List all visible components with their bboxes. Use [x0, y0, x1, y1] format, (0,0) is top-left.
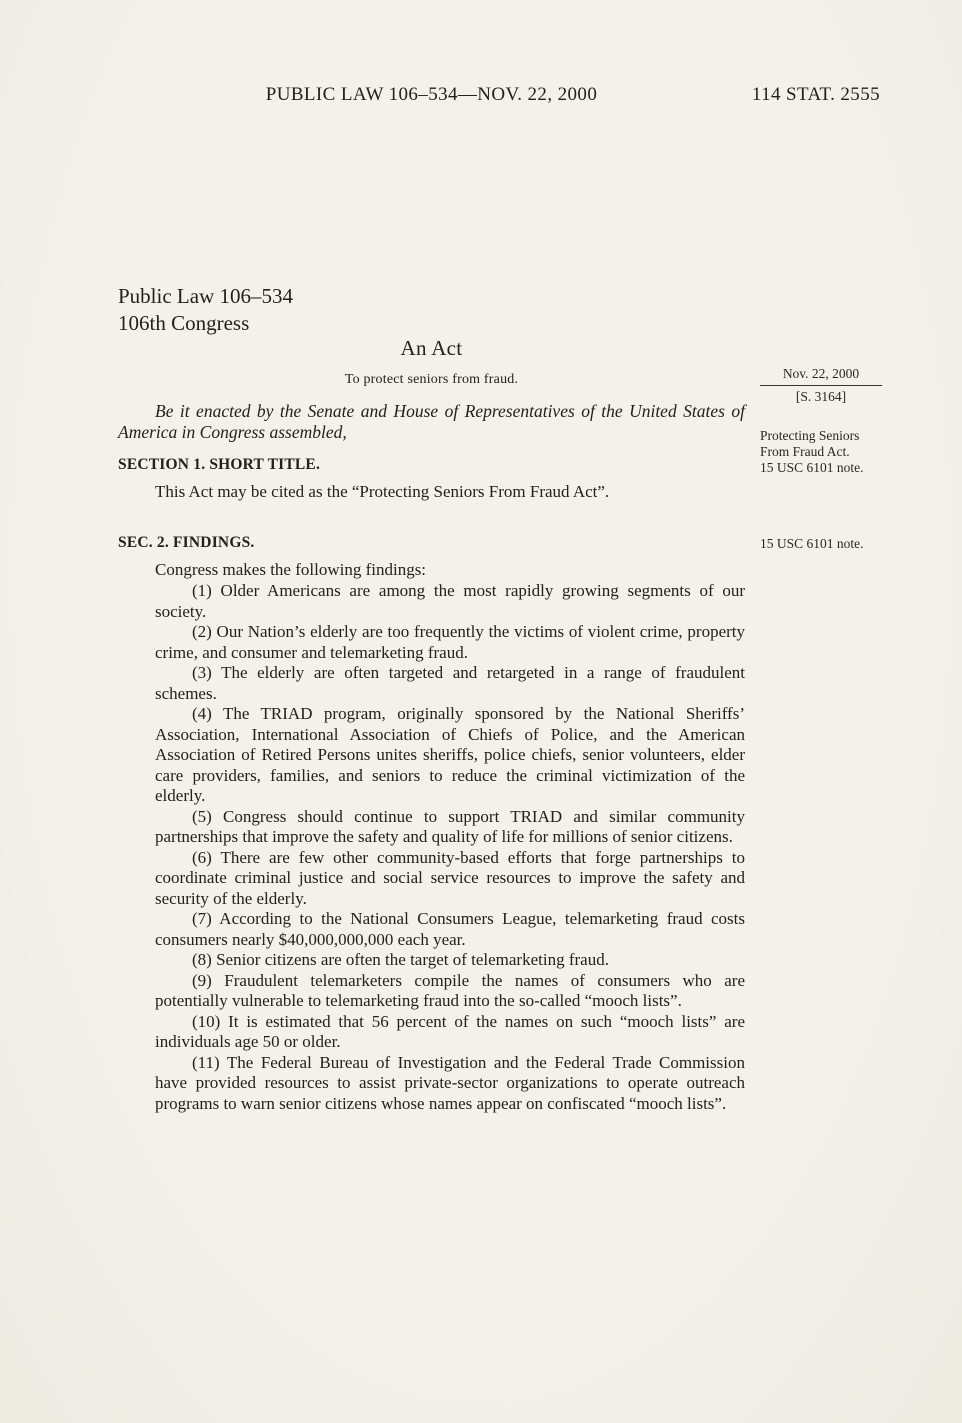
- law-number-block: [118, 283, 745, 337]
- running-head: [118, 84, 880, 106]
- finding-9: (9) Fraudulent telemarketers compile the names of consumers who are potentially vulnerable to telemarketing fraud into the so-called “mooch lists”.: [155, 970, 745, 1010]
- finding-11: (11) The Federal Bureau of Investigation and the Federal Trade Commission have provided resources to assist private-sector organizations to operate outreach programs to warn senior citizens whose names appear on confiscated “mooch lists”.: [155, 1052, 745, 1113]
- finding-6: (6) There are few other community-based efforts that forge partnerships to coordinate criminal justice and social service resources to improve the safety and security of the elderly.: [155, 847, 745, 908]
- running-head-statute-page: 114 STAT. 2555: [751, 84, 880, 105]
- margin-note-short-title-block: [760, 428, 868, 476]
- finding-4: (4) The TRIAD program, originally sponsored by the National Sheriffs’ Association, International Association of Chiefs of Police, and the American Association of Retired Persons unites sheriffs, police chiefs, senior volunteers, elder care providers, families, and seniors to reduce the criminal victimization of the elderly.: [155, 704, 745, 805]
- act-purpose: To protect seniors from fraud.: [344, 372, 519, 387]
- margin-note-short-title: Protecting Seniors From Fraud Act.: [760, 428, 860, 459]
- congress-number: 106th Congress: [118, 311, 250, 335]
- section-1-heading: SECTION 1. SHORT TITLE.: [118, 456, 321, 473]
- enacting-clause: [118, 401, 745, 442]
- findings-list: [118, 581, 745, 1114]
- finding-10: (10) It is estimated that 56 percent of the names on such “mooch lists” are individuals age 50 or older.: [155, 1011, 745, 1051]
- finding-5: (5) Congress should continue to support TRIAD and similar community partnerships that improve the safety and quality of life for millions of senior citizens.: [155, 806, 745, 846]
- findings-intro-text: Congress makes the following findings:: [155, 560, 427, 579]
- section-1-body: [118, 482, 745, 503]
- margin-note-usc-2-block: [760, 536, 868, 552]
- section-1-text: This Act may be cited as the “Protecting Seniors From Fraud Act”.: [155, 482, 610, 501]
- margin-note-rule: [760, 385, 882, 386]
- finding-2: (2) Our Nation’s elderly are too frequently the victims of violent crime, property crime, and consumer and telemarketing fraud.: [155, 622, 745, 662]
- finding-3: (3) The elderly are often targeted and retargeted in a range of fraudulent schemes.: [155, 663, 745, 703]
- act-title: An Act: [400, 336, 463, 360]
- finding-1: (1) Older Americans are among the most rapidly growing segments of our society.: [155, 581, 745, 621]
- margin-note-usc-2: 15 USC 6101 note.: [760, 536, 864, 551]
- margin-note-usc-1: 15 USC 6101 note.: [760, 460, 864, 475]
- public-law-number: Public Law 106–534: [118, 284, 293, 308]
- margin-note-bill-number: [S. 3164]: [795, 389, 847, 404]
- findings-intro: [118, 560, 745, 581]
- running-head-law-citation: PUBLIC LAW 106–534—NOV. 22, 2000: [265, 84, 598, 105]
- section-2-heading: SEC. 2. FINDINGS.: [118, 534, 255, 551]
- finding-7: (7) According to the National Consumers League, telemarketing fraud costs consumers nearly $40,000,000,000 each year.: [155, 909, 745, 949]
- enacting-clause-text: Be it enacted by the Senate and House of Representatives of the United States of America in Congress assembled,: [118, 401, 745, 442]
- margin-note-date-block: [760, 366, 882, 405]
- margin-note-date: Nov. 22, 2000: [782, 366, 860, 381]
- finding-8: (8) Senior citizens are often the target of telemarketing fraud.: [192, 950, 609, 969]
